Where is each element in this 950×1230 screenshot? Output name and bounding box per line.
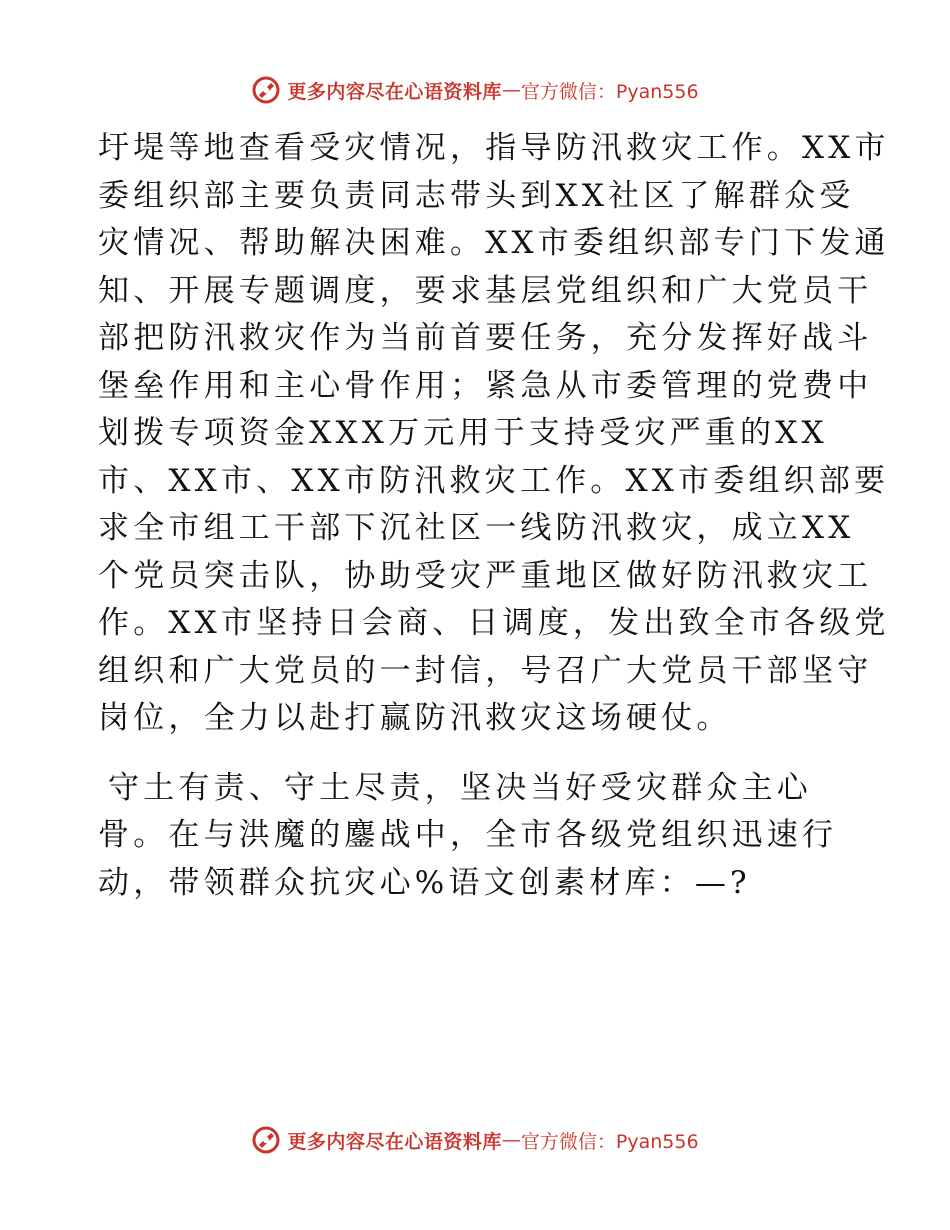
paragraph-2 [98,765,878,908]
text-line: 堡垒作用和主心骨作用；紧急从市委管理的党费中 [98,367,873,404]
text-line: 知、开展专题调度，要求基层党组织和广大党员干 [98,272,873,309]
text-line: 个党员突击队，协助受灾严重地区做好防汛救灾工 [98,557,873,594]
header-banner [0,70,950,110]
footer-brand-text: 更多内容尽在心语资料库 [287,1130,502,1153]
text-line: 作。XX市坚持日会商、日调度，发出致全市各级党 [98,605,890,641]
paragraph-gap [98,743,878,765]
text-line: 组织和广大党员的一封信，号召广大党员干部坚守 [98,652,873,689]
header-brand-text: 更多内容尽在心语资料库 [287,80,502,103]
text-line: 动，带领群众抗灾心%语文创素材库：—? [98,864,751,901]
text-line: 划拨专项资金XXX万元用于支持受灾严重的XX [98,415,828,451]
text-line: 守土有责、守土尽责，坚决当好受灾群众主心 [108,769,812,806]
text-line: 部把防汛救灾作为当前首要任务，充分发挥好战斗 [98,320,873,356]
red-seal-logo-icon [251,1125,281,1155]
red-seal-logo-icon [251,75,281,105]
footer-wechat-text: 官方微信：Pyan556 [520,1130,699,1153]
text-line: 骨。在与洪魔的鏖战中，全市各级党组织迅速行 [98,817,838,853]
text-line: 委组织部主要负责同志带头到XX社区了解群众受 [98,177,855,214]
text-line: 圩堤等地查看受灾情况，指导防汛救灾工作。XX市 [98,130,890,166]
text-line: 灾情况、帮助解决困难。XX市委组织部专门下发通 [98,225,890,261]
footer-banner [0,1120,950,1160]
text-line: 市、XX市、XX市防汛救灾工作。XX市委组织部要 [98,462,890,499]
document-body [98,125,890,907]
footer-separator: — [501,1129,521,1151]
text-line: 岗位，全力以赴打赢防汛救灾这场硬仗。 [98,700,732,736]
paragraph-1 [98,125,890,743]
header-wechat-text: 官方微信：Pyan556 [520,80,699,103]
text-line: 求全市组工干部下沉社区一线防汛救灾，成立XX [98,510,855,546]
header-separator: — [501,79,521,101]
